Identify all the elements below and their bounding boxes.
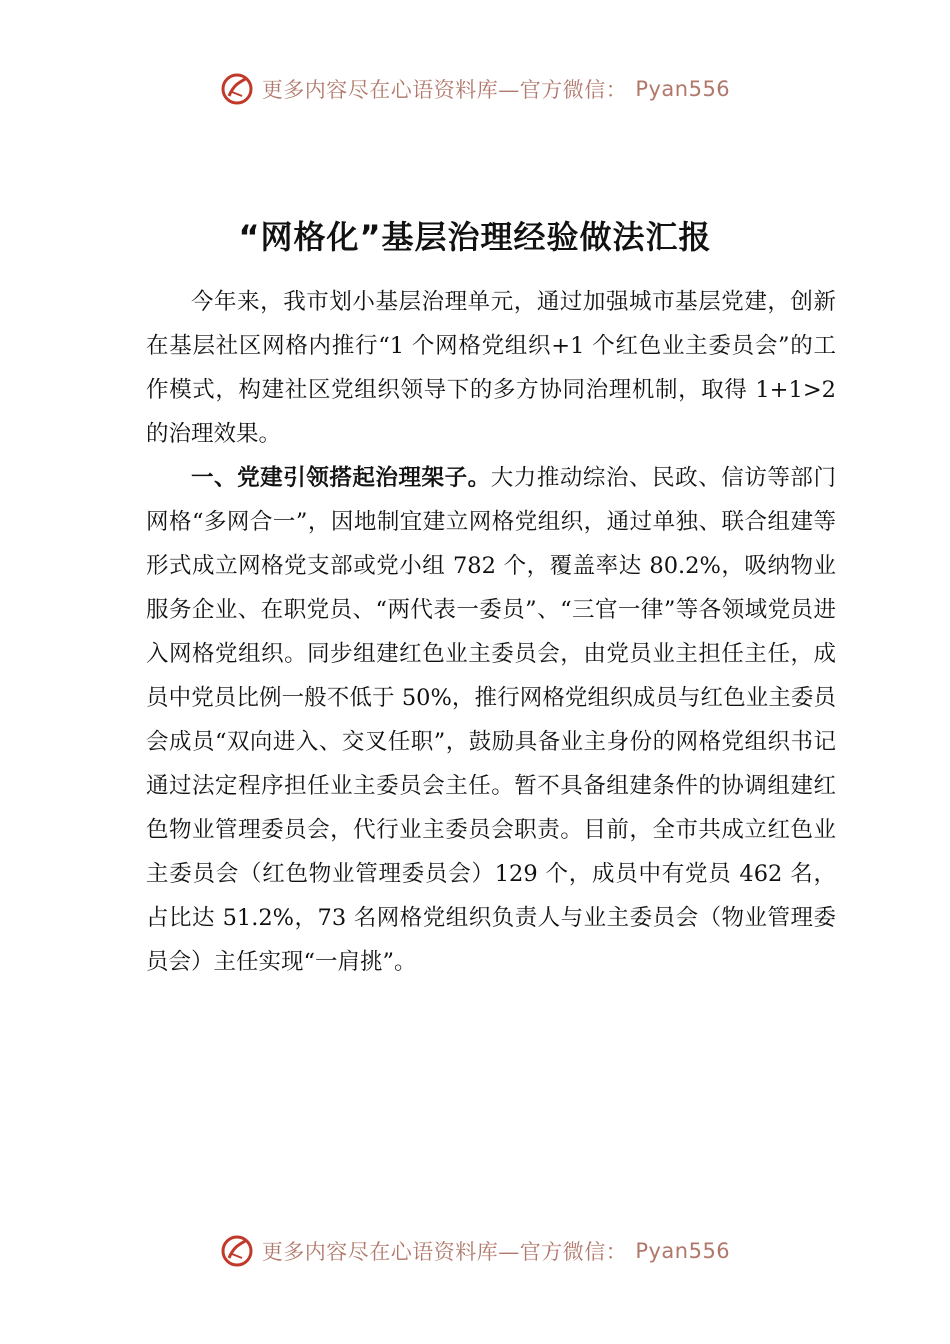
brand-logo-icon (220, 72, 254, 106)
paragraph-text: 今年来，我市划小基层治理单元，通过加强城市基层党建，创新在基层社区网格内推行“1 个网格党组织+1 个红色业主委员会”的工作模式，构建社区党组织领导下的多方协同治理机制，取得 1+1>2 的治理效果。 (146, 289, 836, 447)
footer-banner (0, 1234, 950, 1268)
header-banner (0, 72, 950, 106)
paragraph-text: 大力推动综治、民政、信访等部门网格“多网合一”，因地制宜建立网格党组织，通过单独、联合组建等形式成立网格党支部或党小组 782 个，覆盖率达 80.2%，吸纳物业服务企业、在职党员、“两代表一委员”、“三官一律”等各领域党员进入网格党组织。同步组建红色业主委员会，由党员业主担任主任，成员中党员比例一般不低于 50%，推行网格党组织成员与红色业主委员会成员“双向进入、交叉任职”，鼓励具备业主身份的网格党组织书记通过法定程序担任业主委员会主任。暂不具备组建条件的协调组建红色物业管理委员会，代行业主委员会职责。目前，全市共成立红色业主委员会（红色物业管理委员会）129 个，成员中有党员 462 名，占比达 51.2%，73 名网格党组织负责人与业主委员会（物业管理委员会）主任实现“一肩挑”。 (146, 465, 836, 975)
document-title: “网格化”基层治理经验做法汇报 (238, 218, 712, 256)
document-body (146, 280, 836, 984)
paragraph-section-1 (146, 456, 836, 984)
banner-text: 更多内容尽在心语资料库—官方微信： (261, 78, 628, 102)
wechat-id: Pyan556 (635, 77, 731, 101)
banner-text: 更多内容尽在心语资料库—官方微信： (261, 1240, 628, 1264)
wechat-id: Pyan556 (635, 1239, 731, 1263)
section-heading: 一、党建引领搭起治理架子。 (191, 465, 491, 491)
paragraph-intro (146, 280, 836, 456)
brand-logo-icon (220, 1234, 254, 1268)
